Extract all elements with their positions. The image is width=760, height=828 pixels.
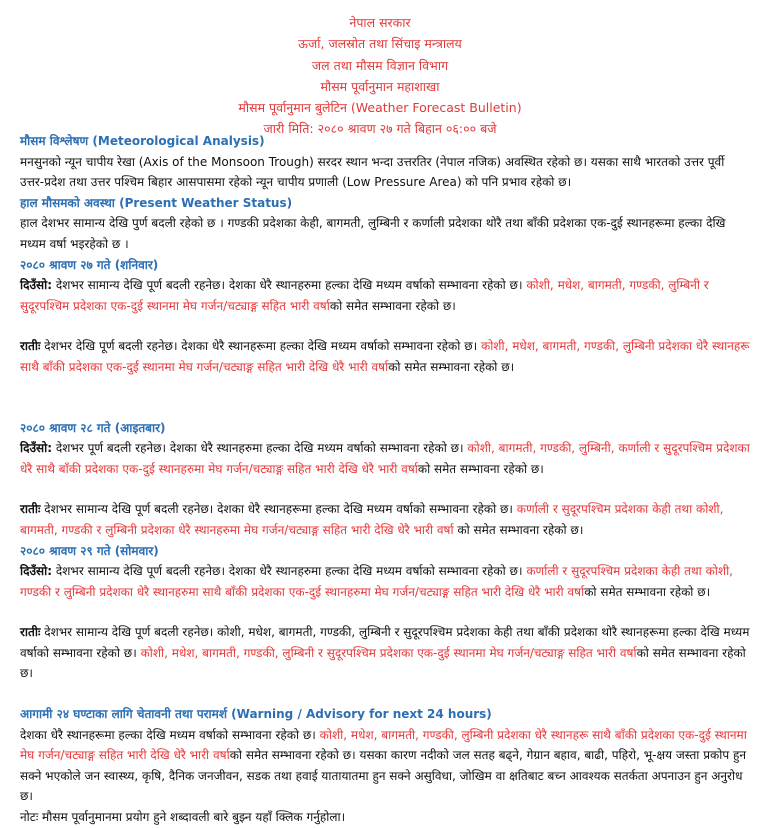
spacer	[20, 479, 750, 499]
division-name: मौसम पूर्वानुमान महाशाखा	[320, 78, 440, 94]
night-alert-text: कर्णाली र सुदूरपश्चिम प्रदेशका केही तथा कोशी, बागमती, गण्डकी र लुम्बिनी प्रदेशका धेरै स्थानहरुमा मेघ गर्जन/चट्याङ्ग सहित भारी देखि धेरै भारी वर्षा	[20, 502, 724, 537]
warning-intro: देशका धेरै स्थानहरूमा हल्का देखि मध्यम वर्षाको सम्भावना रहेको छ।	[20, 727, 320, 742]
day-label: दिउँसो:	[20, 564, 53, 579]
warning-text	[20, 725, 750, 807]
spacer	[20, 684, 750, 704]
day-alert-text: कोशी, मधेश, बागमती, गण्डकी, लुम्बिनी र सुदूरपश्चिम प्रदेशका एक-दुई स्थानमा मेघ गर्जन/चट्याङ्ग सहित भारी वर्षा	[20, 278, 709, 313]
night-tail: को समेत सम्भावना रहेको छ।	[388, 359, 515, 374]
glossary-note-link[interactable]: नोटः मौसम पूर्वानुमानमा प्रयोग हुने शब्दावली बारे बुझ्न यहाँ क्लिक गर्नुहोला।	[20, 810, 346, 825]
day-tail: को समेत सम्भावना रहेको छ।	[329, 298, 456, 313]
government-name: नेपाल सरकार	[349, 15, 411, 30]
night-forecast	[20, 622, 750, 684]
night-text: देशभर सामान्य देखि पूर्ण बदली रहनेछ। देशका धेरै स्थानहरूमा हल्का देखि मध्यम वर्षाको सम्भावना रहेको छ।	[40, 502, 517, 517]
night-tail: को समेत सम्भावना रहेको छ।	[453, 522, 584, 537]
day-label: दिउँसो:	[20, 441, 53, 456]
present-weather-text: हाल देशभर सामान्य देखि पुर्ण बदली रहेको छ । गण्डकी प्रदेशका केही, बागमती, लुम्बिनी र कर्णाली प्रदेशका थोरै तथा बाँकी प्रदेशका एक-दुई स्थानहरूमा हल्का देखि मध्यम वर्षा भइरहेको छ ।	[20, 216, 726, 251]
spacer	[20, 398, 750, 418]
warning-heading: आगामी २४ घण्टाका लागि चेतावनी तथा परामर्श (Warning / Advisory for next 24 hours)	[20, 707, 492, 722]
bulletin-header	[0, 12, 760, 140]
ministry-name: ऊर्जा, जलस्रोत तथा सिंचाइ मन्त्रालय	[298, 36, 462, 52]
analysis-text: मनसुनको न्यून चापीय रेखा (Axis of the Monsoon Trough) सरदर स्थान भन्दा उत्तरतिर (नेपाल नजिक) अवस्थित रहेको छ। यसका साथै भारतको उत्तर पूर्वी उत्तर-प्रदेश तथा उत्तर पश्चिम बिहार आसपासमा रहेको न्यून चापीय प्रणाली (Low Pressure Area) को पनि प्रभाव रहेको छ।	[20, 154, 725, 190]
spacer	[20, 316, 750, 336]
day-forecast	[20, 275, 750, 316]
day-alert-text: कर्णाली र सुदूरपश्चिम प्रदेशका केही तथा कोशी, गण्डकी र लुम्बिनी प्रदेशका धेरै स्थानहरुमा साथै बाँकी प्रदेशका एक-दुई स्थानहरुमा मेघ गर्जन/चट्याङ्ग सहित भारी देखि धेरै भारी वर्षा	[20, 564, 733, 599]
night-text: देशभर देखि पूर्ण बदली रहनेछ। देशका धेरै स्थानहरूमा हल्का देखि मध्यम वर्षाको सम्भावना रहेको छ।	[40, 339, 481, 354]
analysis-heading: मौसम विश्लेषण (Meteorological Analysis)	[20, 134, 265, 148]
bulletin-title: मौसम पूर्वानुमान बुलेटिन (Weather Forecast Bulletin)	[238, 100, 522, 116]
forecast-date-heading: २०८० श्रावण २९ गते (सोमवार)	[20, 543, 159, 558]
night-forecast	[20, 336, 750, 377]
day-forecast	[20, 438, 750, 479]
forecast-date-heading: २०८० श्रावण २७ गते (शनिवार)	[20, 257, 159, 272]
night-alert-text: कोशी, मधेश, बागमती, गण्डकी, लुम्बिनी र सुदूरपश्चिम प्रदेशका एक-दुई स्थानमा मेघ गर्जन/चट्याङ्ग सहित भारी वर्षा	[140, 645, 637, 660]
day-text: देशभर सामान्य देखि पूर्ण बदली रहनेछ। देशका धेरै स्थानहरुमा हल्का देखि मध्यम वर्षाको सम्भावना रहेको छ।	[52, 564, 527, 579]
night-label: रातीः	[20, 502, 41, 517]
day-forecast	[20, 561, 750, 602]
day-text: देशभर पूर्ण बदली रहनेछ। देशका धेरै स्थानहरुमा हल्का देखि मध्यम वर्षाको सम्भावना रहेको छ।	[52, 441, 468, 456]
night-forecast	[20, 499, 750, 540]
day-tail: को समेत सम्भावना रहेको छ।	[417, 461, 544, 476]
department-name: जल तथा मौसम विज्ञान विभाग	[311, 57, 449, 73]
day-tail: को समेत सम्भावना रहेको छ।	[584, 584, 711, 599]
night-alert-text: कोशी, मधेश, बागमती, गण्डकी, लुम्बिनी प्रदेशका धेरै स्थानहरू साथै बाँकी प्रदेशका एक-दुई स्थानमा मेघ गर्जन/चट्याङ्ग सहित भारी देखि धेरै भारी वर्षा	[20, 339, 750, 374]
issue-date: जारी मिति: २०८० श्रावण २७ गते बिहान ०६:०० बजे	[263, 121, 497, 137]
day-text: देशभर सामान्य देखि पूर्ण बदली रहनेछ। देशका धेरै स्थानहरुमा हल्का देखि मध्यम वर्षाको सम्भावना रहेको छ।	[52, 278, 527, 293]
present-weather-heading: हाल मौसमको अवस्था (Present Weather Status)	[20, 195, 293, 210]
night-text: देशभर सामान्य देखि पूर्ण बदली रहनेछ। कोशी, मधेश, बागमती, गण्डकी, लुम्बिनी र सुदूरपश्चिम प्रदेशका केही तथा बाँकी प्रदेशका थोरै स्थानहरूमा हल्का देखि मध्यम वर्षाको सम्भावना रहेको छ।	[20, 625, 750, 660]
forecast-date-heading: २०८० श्रावण २८ गते (आइतबार)	[20, 420, 166, 435]
night-label: रातीः	[20, 625, 41, 640]
warning-advisory: को समेत सम्भावना रहेको छ। यसका कारण नदीको जल सतह बढ्ने, गेग्रान बहाव, बाढी, पहिरो, भू-क्षय जस्ता प्रकोप हुन सक्ने भएकोले जन स्वास्थ्य, कृषि, दैनिक जनजीवन, सडक तथा हवाई यातायातमा हुन सक्ने असुविधा, जोखिम वा क्षतिबाट बच्न आवश्यक सतर्कता अपनाउन हुन अनुरोध छ।	[20, 748, 747, 804]
spacer	[20, 602, 750, 622]
day-alert-text: कोशी, बागमती, गण्डकी, लुम्बिनी, कर्णाली र सुदूरपश्चिम प्रदेशका धेरै साथै बाँकी प्रदेशका एक-दुई स्थानहरुमा मेघ गर्जन/चट्याङ्ग सहित भारी देखि धेरै भारी वर्षा	[20, 441, 750, 476]
night-label: रातीः	[20, 339, 41, 354]
night-tail: को समेत सम्भावना रहेको छ।	[20, 645, 746, 681]
spacer	[20, 378, 750, 398]
day-label: दिउँसो:	[20, 278, 53, 293]
bulletin-body	[20, 131, 750, 828]
warning-alert-text: कोशी, मधेश, बागमती, गण्डकी, लुम्बिनी प्रदेशका धेरै स्थानहरू साथै बाँकी प्रदेशका एक-दुई स्थानमा मेघ गर्जन/चट्याङ्ग सहित भारी देखि धेरै भारी वर्षा	[20, 727, 747, 763]
